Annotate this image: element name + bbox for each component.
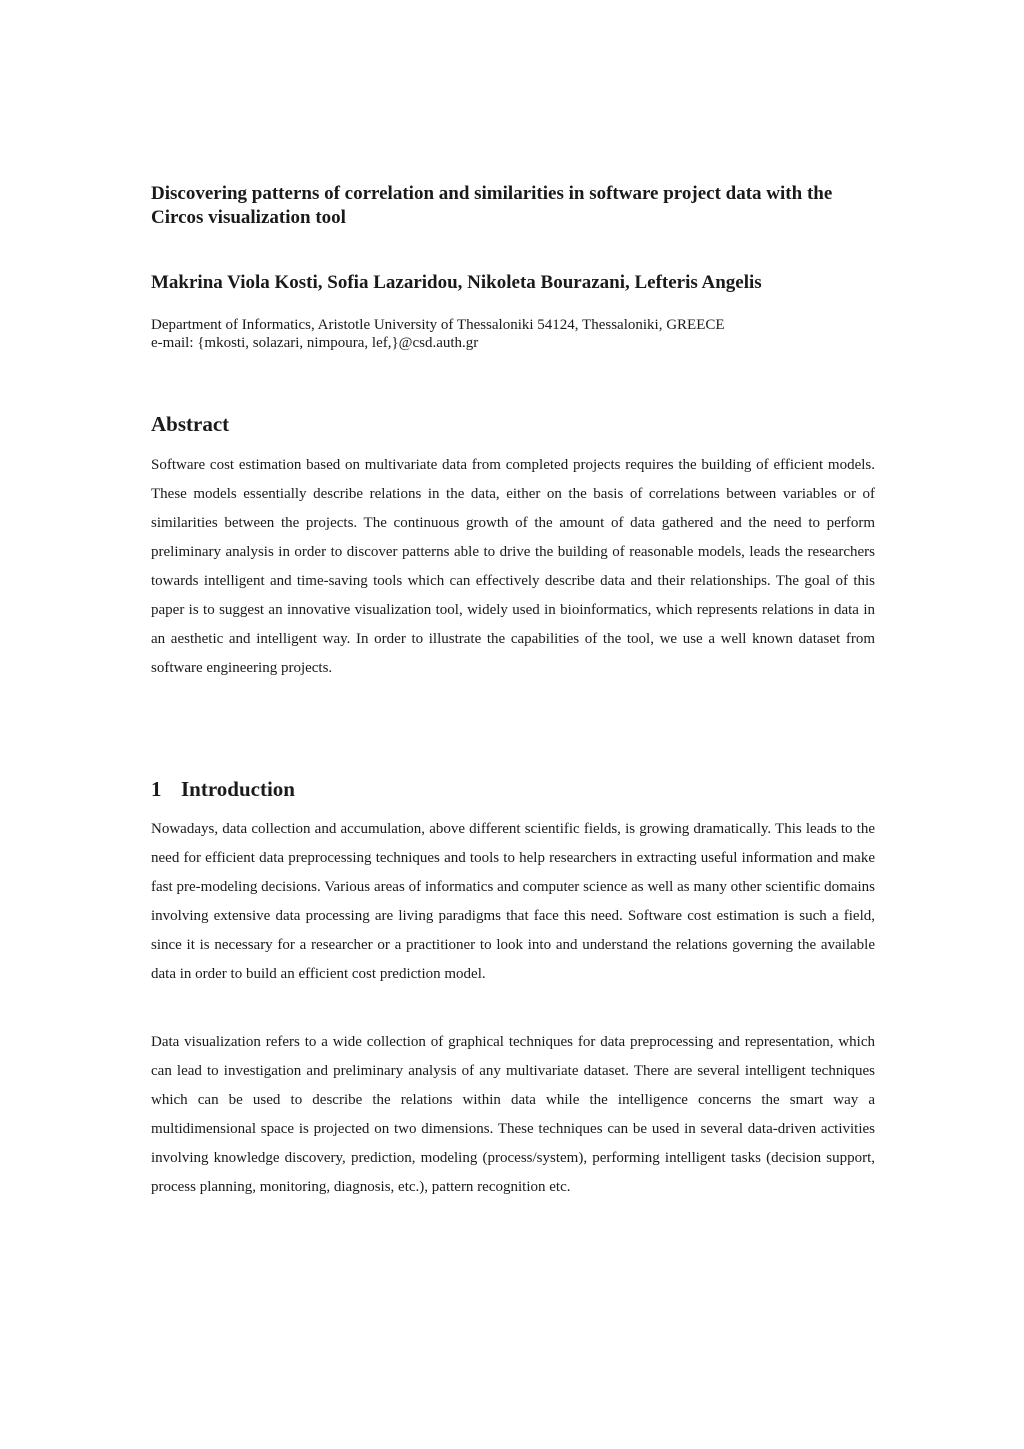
introduction-paragraph-2: Data visualization refers to a wide collection of graphical techniques for data preprocessing and representation, which can lead to investigation and preliminary analysis of any multivariate dataset. There are several intelligent techniques which can be used to describe the relations within data while the intelligence concerns the smart way a multidimensional space is projected on two dimensions. These techniques can be used in several data-driven activities involving knowledge discovery, prediction, modeling (process/system), performing intelligent tasks (decision support, process planning, monitoring, diagnosis, etc.), pattern recognition etc.: [151, 1034, 875, 1195]
paper-title: Discovering patterns of correlation and similarities in software project data with the Circos visualization tool: [151, 183, 833, 228]
affiliation-text: Department of Informatics, Aristotle University of Thessaloniki 54124, Thessaloniki, GREECE: [151, 317, 725, 333]
section-title: Introduction: [181, 777, 295, 801]
introduction-heading: [151, 776, 295, 802]
introduction-paragraph-1: Nowadays, data collection and accumulation, above different scientific fields, is growing dramatically. This leads to the need for efficient data preprocessing techniques and tools to help researchers in extracting useful information and make fast pre-modeling decisions. Various areas of informatics and computer science as well as many other scientific domains involving extensive data processing are living paradigms that face this need. Software cost estimation is such a field, since it is necessary for a researcher or a practitioner to look into and understand the relations governing the available data in order to build an efficient cost prediction model.: [151, 821, 875, 982]
author-list: Makrina Viola Kosti, Sofia Lazaridou, Nikoleta Bourazani, Lefteris Angelis: [151, 272, 762, 293]
affiliation-block: [151, 316, 875, 352]
abstract-paragraph: Software cost estimation based on multivariate data from completed projects requires the building of efficient models. These models essentially describe relations in the data, either on the basis of correlations between variables or of similarities between the projects. The continuous growth of the amount of data gathered and the need to perform preliminary analysis in order to discover patterns able to drive the building of reasonable models, leads the researchers towards intelligent and time-saving tools which can effectively describe data and their relationships. The goal of this paper is to suggest an innovative visualization tool, widely used in bioinformatics, which represents relations in data in an aesthetic and intelligent way. In order to illustrate the capabilities of the tool, we use a well known dataset from software engineering projects.: [151, 457, 875, 676]
section-number: 1: [151, 777, 162, 801]
email-text: e-mail: {mkosti, solazari, nimpoura, lef,}@csd.auth.gr: [151, 335, 479, 351]
abstract-heading: Abstract: [151, 412, 230, 436]
